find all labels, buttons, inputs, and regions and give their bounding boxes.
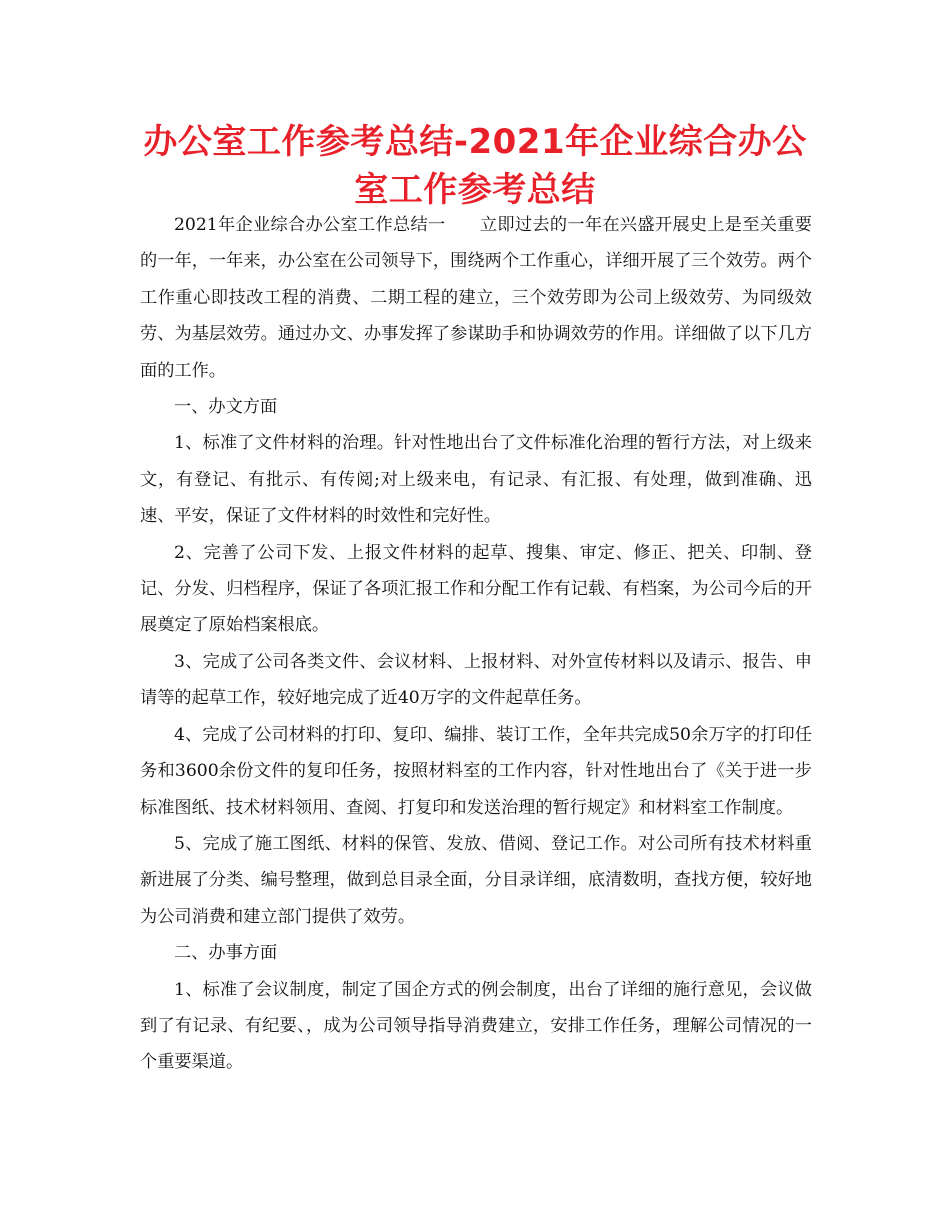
section2-item-1: 1、标准了会议制度，制定了国企方式的例会制度，出台了详细的施行意见，会议做到了有记录、有纪要、，成为公司领导指导消费建立，安排工作任务，理解公司情况的一个重要渠道。 — [140, 979, 812, 1073]
intro-paragraph — [140, 207, 812, 389]
section1-item-3: 3、完成了公司各类文件、会议材料、上报材料、对外宣传材料以及请示、报告、申请等的起草工作，较好地完成了近40万字的文件起草任务。 — [140, 651, 812, 709]
section1-item-1: 1、标准了文件材料的治理。针对性地出台了文件标准化治理的暂行方法，对上级来文，有登记、有批示、有传阅;对上级来电，有记录、有汇报、有处理，做到准确、迅速、平安，保证了文件材料的时效性和完好性。 — [140, 433, 812, 527]
section1-item-4: 4、完成了公司材料的打印、复印、编排、装订工作，全年共完成50余万字的打印任务和3600余份文件的复印任务，按照材料室的工作内容，针对性地出台了《关于进一步标准图纸、技术材料领用、查阅、打复印和发送治理的暂行规定》和材料室工作制度。 — [140, 724, 812, 818]
document-body — [140, 207, 812, 1081]
document-title: 办公室工作参考总结-2021年企业综合办公室工作参考总结 — [143, 122, 807, 210]
section1-heading: 一、办文方面 — [174, 397, 278, 418]
section1-item-2: 2、完善了公司下发、上报文件材料的起草、搜集、审定、修正、把关、印制、登记、分发、归档程序，保证了各项汇报工作和分配工作有记载、有档案，为公司今后的开展奠定了原始档案根底。 — [140, 542, 812, 636]
section2-heading: 二、办事方面 — [174, 943, 278, 964]
intro-heading: 2021年企业综合办公室工作总结一 — [174, 215, 446, 235]
intro-body: 立即过去的一年在兴盛开展史上是至关重要的一年，一年来，办公室在公司领导下，围绕两个工作重心，详细开展了三个效劳。两个工作重心即技改工程的消费、二期工程的建立，三个效劳即为公司上级效劳、为同级效劳、为基层效劳。通过办文、办事发挥了参谋助手和协调效劳的作用。详细做了以下几方面的工作。 — [140, 215, 812, 381]
section1-item-5: 5、完成了施工图纸、材料的保管、发放、借阅、登记工作。对公司所有技术材料重新进展了分类、编号整理，做到总目录全面，分目录详细，底清数明，查找方便，较好地为公司消费和建立部门提供了效劳。 — [140, 833, 812, 927]
